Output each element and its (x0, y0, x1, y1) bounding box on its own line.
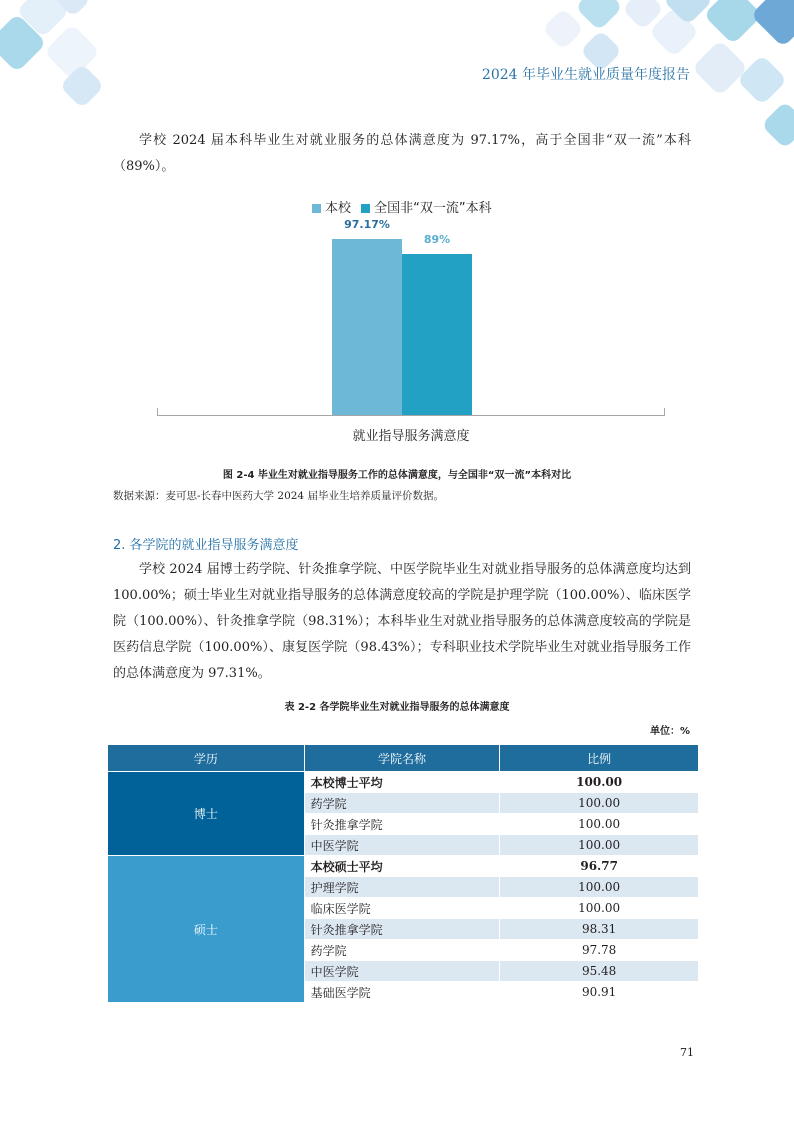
table-row (108, 856, 699, 877)
ratio-cell: 98.31 (500, 919, 699, 940)
ratio-cell: 95.48 (500, 961, 699, 982)
section-paragraph: 学校 2024 届博士药学院、针灸推拿学院、中医学院毕业生对就业指导服务的总体满意度均达到 100.00%；硕士毕业生对就业指导服务的总体满意度较高的学院是护理学院（100.00%）、临床医学院（100.00%）、针灸推拿学院（98.31%）；本科毕业生对就业指导服务的总体满意度较高的学院是医药信息学院（100.00%）、康复医学院（98.43%）；专科职业技术学院毕业生对就业指导服务工作的总体满意度为 97.31%。 (113, 562, 691, 681)
college-name-cell: 药学院 (304, 793, 500, 814)
college-name-cell: 本校博士平均 (304, 772, 500, 793)
section-heading: 2. 各学院的就业指导服务满意度 (113, 538, 299, 553)
table-unit: 单位：% (649, 726, 690, 737)
header-degree: 学历 (108, 745, 305, 772)
ratio-cell: 100.00 (500, 793, 699, 814)
chart-axis-tick-left (157, 408, 158, 416)
satisfaction-table (107, 744, 699, 1003)
intro-paragraph: 学校 2024 届本科毕业生对就业服务的总体满意度为 97.17%，高于全国非“双一流”本科（89%）。 (113, 133, 691, 174)
college-name-cell: 药学院 (304, 940, 500, 961)
chart-axis-tick-right (664, 408, 665, 416)
legend-label-school: 本校 (325, 201, 352, 216)
ratio-cell: 100.00 (500, 835, 699, 856)
header-college: 学院名称 (304, 745, 500, 772)
figure-caption: 图 2-4 毕业生对就业指导服务工作的总体满意度，与全国非“双一流”本科对比 (222, 470, 572, 481)
data-source-note: 数据来源：麦可思-长春中医药大学 2024 届毕业生培养质量评价数据。 (113, 490, 444, 502)
chart-category-label: 就业指导服务满意度 (352, 429, 470, 444)
bar-value-label-school: 97.17% (344, 218, 390, 231)
college-name-cell: 护理学院 (304, 877, 500, 898)
table-header-row (108, 745, 699, 772)
college-name-cell: 临床医学院 (304, 898, 500, 919)
college-name-cell: 中医学院 (304, 961, 500, 982)
college-name-cell: 基础医学院 (304, 982, 500, 1003)
bar-school (332, 239, 402, 416)
table-row (108, 772, 699, 793)
legend-swatch-national (361, 204, 370, 213)
legend-swatch-school (312, 204, 321, 213)
ratio-cell: 100.00 (500, 772, 699, 793)
ratio-cell: 100.00 (500, 898, 699, 919)
degree-cell: 硕士 (108, 856, 305, 1003)
college-name-cell: 针灸推拿学院 (304, 919, 500, 940)
satisfaction-bar-chart (157, 192, 665, 454)
report-header-title: 2024 年毕业生就业质量年度报告 (481, 67, 690, 83)
header-ratio: 比例 (500, 745, 699, 772)
page-number: 71 (680, 1046, 694, 1059)
bar-national (402, 254, 472, 416)
ratio-cell: 100.00 (500, 814, 699, 835)
bar-value-label-national: 89% (423, 233, 451, 246)
legend-item-national (361, 201, 491, 216)
legend-label-national: 全国非“双一流”本科 (374, 201, 492, 216)
table-body (108, 772, 699, 1003)
chart-x-axis (157, 415, 665, 416)
college-name-cell: 中医学院 (304, 835, 500, 856)
college-name-cell: 针灸推拿学院 (304, 814, 500, 835)
ratio-cell: 97.78 (500, 940, 699, 961)
legend-item-school (312, 201, 351, 216)
ratio-cell: 90.91 (500, 982, 699, 1003)
college-name-cell: 本校硕士平均 (304, 856, 500, 877)
chart-legend (312, 197, 498, 216)
ratio-cell: 100.00 (500, 877, 699, 898)
degree-cell: 博士 (108, 772, 305, 856)
ratio-cell: 96.77 (500, 856, 699, 877)
table-title: 表 2-2 各学院毕业生对就业指导服务的总体满意度 (284, 702, 510, 713)
